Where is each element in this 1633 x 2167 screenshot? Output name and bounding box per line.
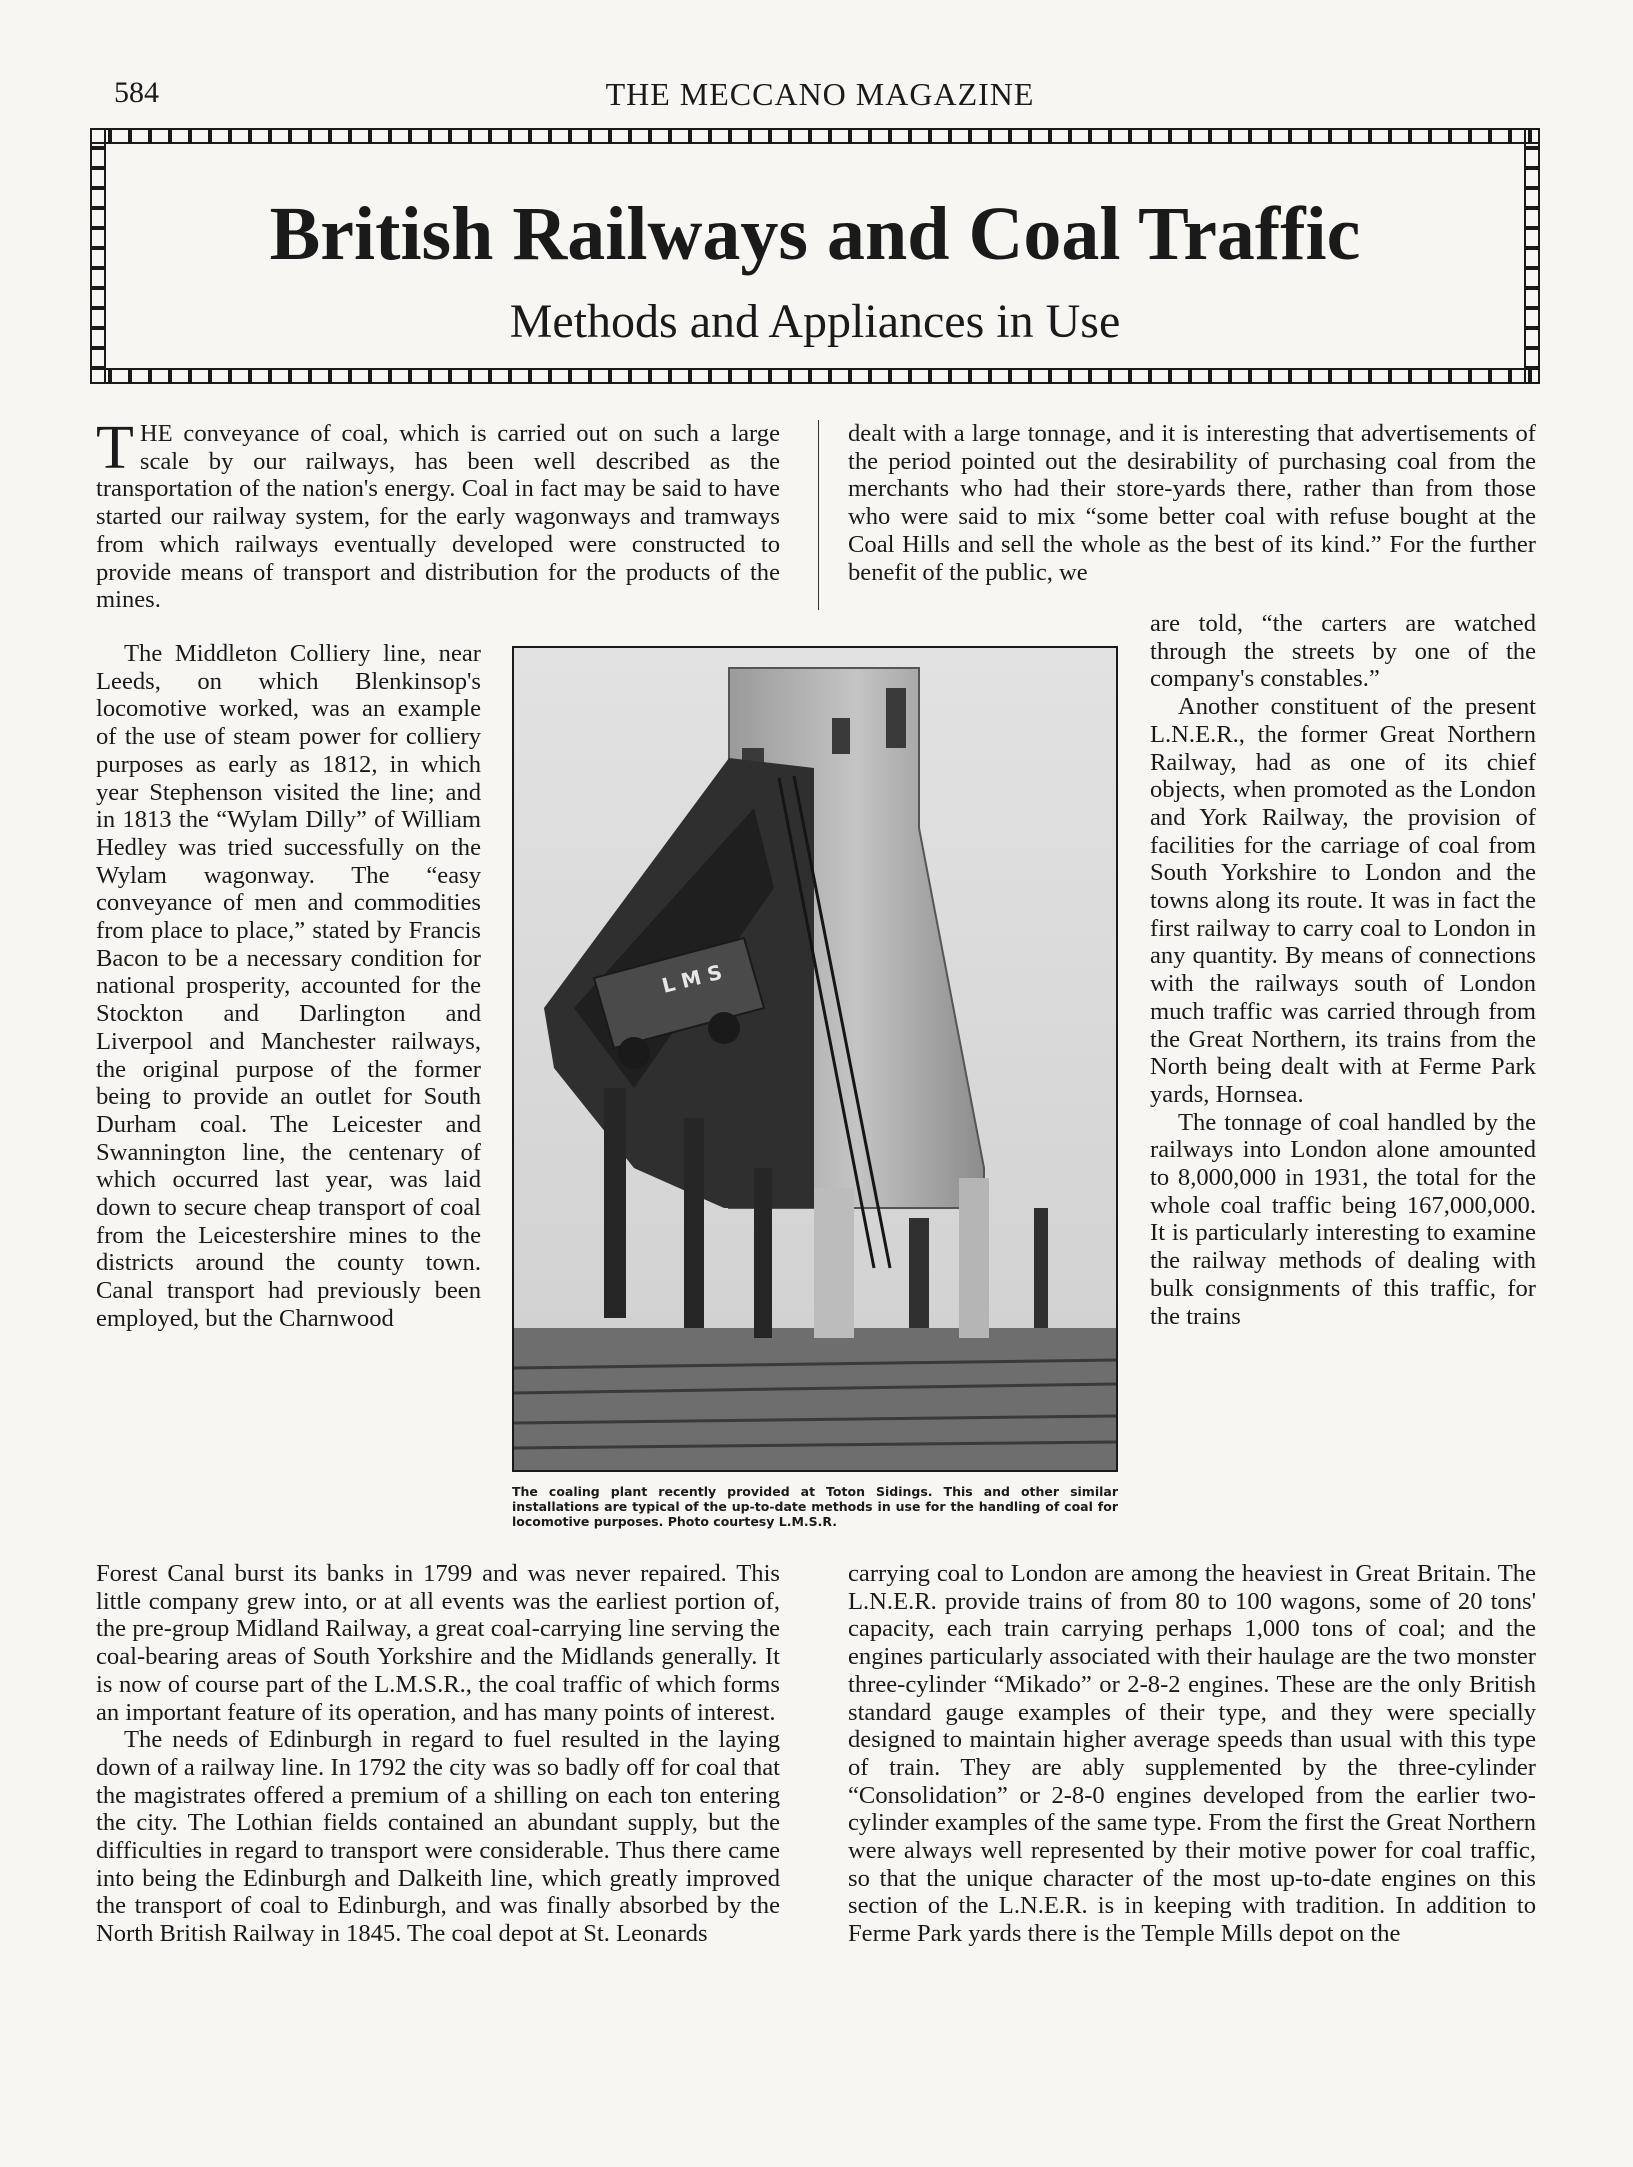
article-title: British Railways and Coal Traffic [269,192,1361,276]
right-column-top [848,420,1536,586]
great-northern-paragraph: Another constituent of the present L.N.E.R., the former Great Northern Railway, had as one of its chief objects, when promoted as the London and York Railway, the provision of facilities for the carriage of coal from South Yorkshire to London and the towns along its route. It was in fact the first railway to carry coal to London in any quantity. By means of connections with the railways south of London much traffic was carried through from the Great Northern, its trains from the North being dealt with at Ferme Park yards, Hornsea. [1150,693,1536,1108]
photo-caption: The coaling plant recently provided at Toton Sidings. This and other similar installations are typical of the up-to-date methods in use for the handling of coal for locomotive purposes. Photo courtesy L.M.S.R. [512,1484,1118,1529]
edinburgh-paragraph: The needs of Edinburgh in regard to fuel resulted in the laying down of a railway line. In 1792 the city was so badly off for coal that the magistrates offered a premium of a shilling on each ton entering the city. The Lothian fields contained an abundant supply, but the difficulties in regard to transport were considerable. Thus there came into being the Edinburgh and Dalkeith line, which greatly improved the transport of coal to Edinburgh, and was finally absorbed by the North British Railway in 1845. The coal depot at St. Leonards [96,1726,780,1948]
middleton-paragraph: The Middleton Colliery line, near Leeds, on which Blenkinsop's locomotive worked, was an example of the use of steam power for colliery purposes as early as 1812, in which year Stephenson visited the line; and in 1813 the “Wylam Dilly” of William Hedley was tried successfully on the Wylam wagonway. The “easy conveyance of men and commodities from place to place,” stated by Francis Bacon to be a necessary condition for national prosperity, accounted for the Stockton and Darlington and Liverpool and Manchester railways, the original purpose of the former being to provide an outlet for South Durham coal. The Leicester and Swannington line, the centenary of which occurred last year, was laid down to secure cheap transport of coal from the Leicestershire mines to the districts around the county town. Canal transport had previously been employed, but the Charnwood [96,640,481,1332]
coaling-plant-illustration [514,648,1116,1470]
wagon-lettering: L M S [659,959,725,998]
intro-text: HE conveyance of coal, which is carried out on such a large scale by our railways, has been well described as the transportation of the nation's energy. Coal in fact may be said to have started our railway system, for the early wagonways and tramways from which railways eventually developed were constructed to provide means of transport and distribution for the products of the mines. [96,420,780,614]
magazine-title: THE MECCANO MAGAZINE [605,76,1035,112]
tonnage-paragraph: The tonnage of coal handled by the railways into London alone amounted to 8,000,000 in 1931, the total for the whole coal traffic being 167,000,000. It is particularly interesting to examine the railway methods of dealing with bulk consignments of this traffic, for the trains [1150,1108,1536,1330]
left-column-bottom [96,1560,780,1948]
carters-paragraph: are told, “the carters are watched through the streets by one of the company's constables.” [1150,610,1536,693]
column-divider [818,420,819,610]
drop-cap: T [96,414,134,482]
store-yards-paragraph: dealt with a large tonnage, and it is interesting that advertisements of the period pointed out the desirability of purchasing coal from the merchants who had their store-yards there, rather than from those who were said to mix “some better coal with refuse bought at the Coal Hills and sell the whole as the best of its kind.” For the further benefit of the public, we [848,420,1536,586]
page-number: 584 [114,76,159,109]
right-column-narrow [1150,610,1536,1330]
intro-paragraph [96,414,780,614]
left-column-intro [96,414,780,614]
page-header [100,62,1540,122]
frame-bottom-border [90,368,1540,384]
right-column-bottom [848,1560,1536,1948]
heavy-trains-paragraph: carrying coal to London are among the heaviest in Great Britain. The L.N.E.R. provide trains of from 80 to 100 wagons, some of 20 tons' capacity, each train carrying perhaps 1,000 tons of coal; and the engines particularly associated with their haulage are the two monster three-cylinder “Mikado” or 2-8-2 engines. These are the only British standard gauge examples of their type, and they were specially designed to maintain higher average speeds than usual with this type of train. They are ably supplemented by the three-cylinder “Consolidation” or 2-8-0 engines developed from the earlier two-cylinder examples of the same type. From the first the Great Northern were always well represented by their motive power for coal traffic, so that the unique character of the most up-to-date engines on this section of the L.N.E.R. is in keeping with tradition. In addition to Ferme Park yards there is the Temple Mills depot on the [848,1560,1536,1948]
canal-paragraph: Forest Canal burst its banks in 1799 and was never repaired. This little company grew into, or at all events was the earliest portion of, the pre-group Midland Railway, a great coal-carrying line serving the coal-bearing areas of South Yorkshire and the Midlands generally. It is now of course part of the L.M.S.R., the coal traffic of which forms an important feature of its operation, and has many points of interest. [96,1560,780,1726]
frame-top-border [90,128,1540,144]
left-column-narrow [96,640,481,1333]
article-subtitle: Methods and Appliances in Use [509,295,1121,348]
coaling-plant-photo [512,646,1118,1472]
